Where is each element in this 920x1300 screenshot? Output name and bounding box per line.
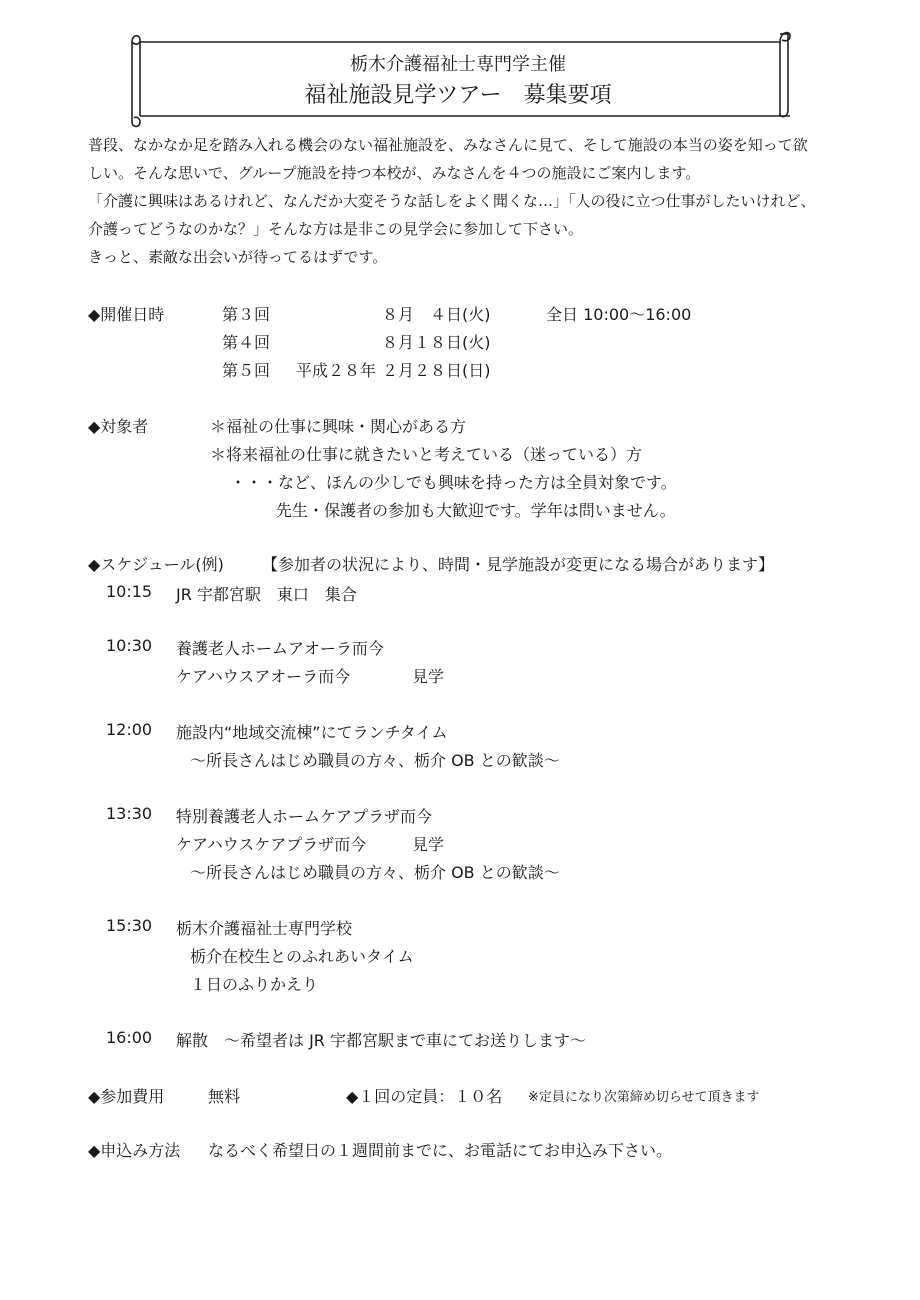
- schedule-item-1200-a: 施設内“地域交流棟”にてランチタイム: [176, 723, 448, 742]
- session-time: 全日 10:00〜16:00: [546, 305, 692, 324]
- session-4: 第４回: [222, 333, 271, 352]
- title-banner: [118, 30, 798, 130]
- organizer-title: 栃木介護福祉士専門学主催: [350, 54, 566, 75]
- capacity-label: ◆１回の定員：１０名: [346, 1087, 503, 1106]
- schedule-item-1200-b: 〜所長さんはじめ職員の方々、栃介 OB との歓談〜: [190, 751, 560, 770]
- schedule-item-1030-b: ケアハウスアオーラ而今: [176, 667, 351, 686]
- schedule-time-1330: 13:30: [106, 804, 153, 823]
- target-line-1: ＊福祉の仕事に興味・関心がある方: [210, 417, 467, 436]
- session-5: 第５回: [222, 361, 271, 380]
- schedule-time-1600: 16:00: [106, 1028, 153, 1047]
- target-label: ◆対象者: [88, 417, 149, 436]
- schedule-item-1015: JR 宇都宮駅 東口 集合: [176, 585, 357, 604]
- schedule-item-1330-c: 〜所長さんはじめ職員の方々、栃介 OB との歓談〜: [190, 863, 560, 882]
- schedule-tag-1030: 見学: [412, 667, 445, 686]
- schedule-time-1530: 15:30: [106, 916, 153, 935]
- session-5-era: 平成２８年: [296, 361, 377, 380]
- schedule-item-1530-b: 栃介在校生とのふれあいタイム: [190, 947, 414, 966]
- schedule-item-1330-b: ケアハウスケアプラザ而今: [176, 835, 367, 854]
- capacity-note: ※定員になり次第締め切らせて頂きます: [528, 1090, 760, 1105]
- intro-line-5: きっと、素敵な出会いが待ってるはずです。: [88, 248, 388, 266]
- intro-line-4: 介護ってどうなのかな？」そんな方は是非この見学会に参加して下さい。: [88, 220, 584, 238]
- apply-label: ◆申込み方法: [88, 1141, 181, 1160]
- schedule-item-1030-a: 養護老人ホームアオーラ而今: [176, 639, 384, 658]
- apply-text: なるべく希望日の１週間前までに、お電話にてお申込み下さい。: [208, 1141, 673, 1160]
- page-title: 福祉施設見学ツアー 募集要項: [304, 83, 612, 108]
- target-line-2: ＊将来福祉の仕事に就きたいと考えている（迷っている）方: [210, 445, 643, 464]
- schedule-item-1330-a: 特別養護老人ホームケアプラザ而今: [176, 807, 433, 826]
- fee-label: ◆参加費用: [88, 1087, 165, 1106]
- schedule-time-1030: 10:30: [106, 636, 153, 655]
- dates-label: ◆開催日時: [88, 305, 165, 324]
- intro-line-3: 「介護に興味はあるけれど、なんだか大変そうな話しをよく聞くな…」「人の役に立つ仕事がしたいけれど、: [88, 192, 816, 210]
- intro-line-1: 普段、なかなか足を踏み入れる機会のない福祉施設を、みなさんに見て、そして施設の本当の姿を知って欲: [88, 136, 808, 154]
- session-4-date: ８月１８日(火): [382, 333, 491, 352]
- schedule-tag-1330: 見学: [412, 835, 445, 854]
- session-5-date: ２月２８日(日): [382, 361, 491, 380]
- schedule-label: ◆スケジュール(例): [88, 555, 224, 574]
- session-3: 第３回: [222, 305, 271, 324]
- schedule-item-1530-a: 栃木介護福祉士専門学校: [176, 919, 353, 938]
- target-line-4: 先生・保護者の参加も大歓迎です。学年は問いません。: [276, 501, 676, 520]
- intro-line-2: しい。そんな思いで、グループ施設を持つ本校が、みなさんを４つの施設にご案内します。: [88, 164, 701, 182]
- target-line-3: ・・・など、ほんの少しでも興味を持った方は全員対象です。: [230, 473, 677, 492]
- schedule-item-1530-c: １日のふりかえり: [190, 975, 319, 994]
- schedule-time-1015: 10:15: [106, 582, 153, 601]
- session-3-date: ８月 ４日(火): [382, 305, 491, 324]
- fee-value: 無料: [208, 1087, 241, 1106]
- schedule-item-1600: 解散 〜希望者は JR 宇都宮駅まで車にてお送りします〜: [176, 1031, 587, 1050]
- schedule-note: 【参加者の状況により、時間・見学施設が変更になる場合があります】: [262, 555, 775, 574]
- schedule-time-1200: 12:00: [106, 720, 153, 739]
